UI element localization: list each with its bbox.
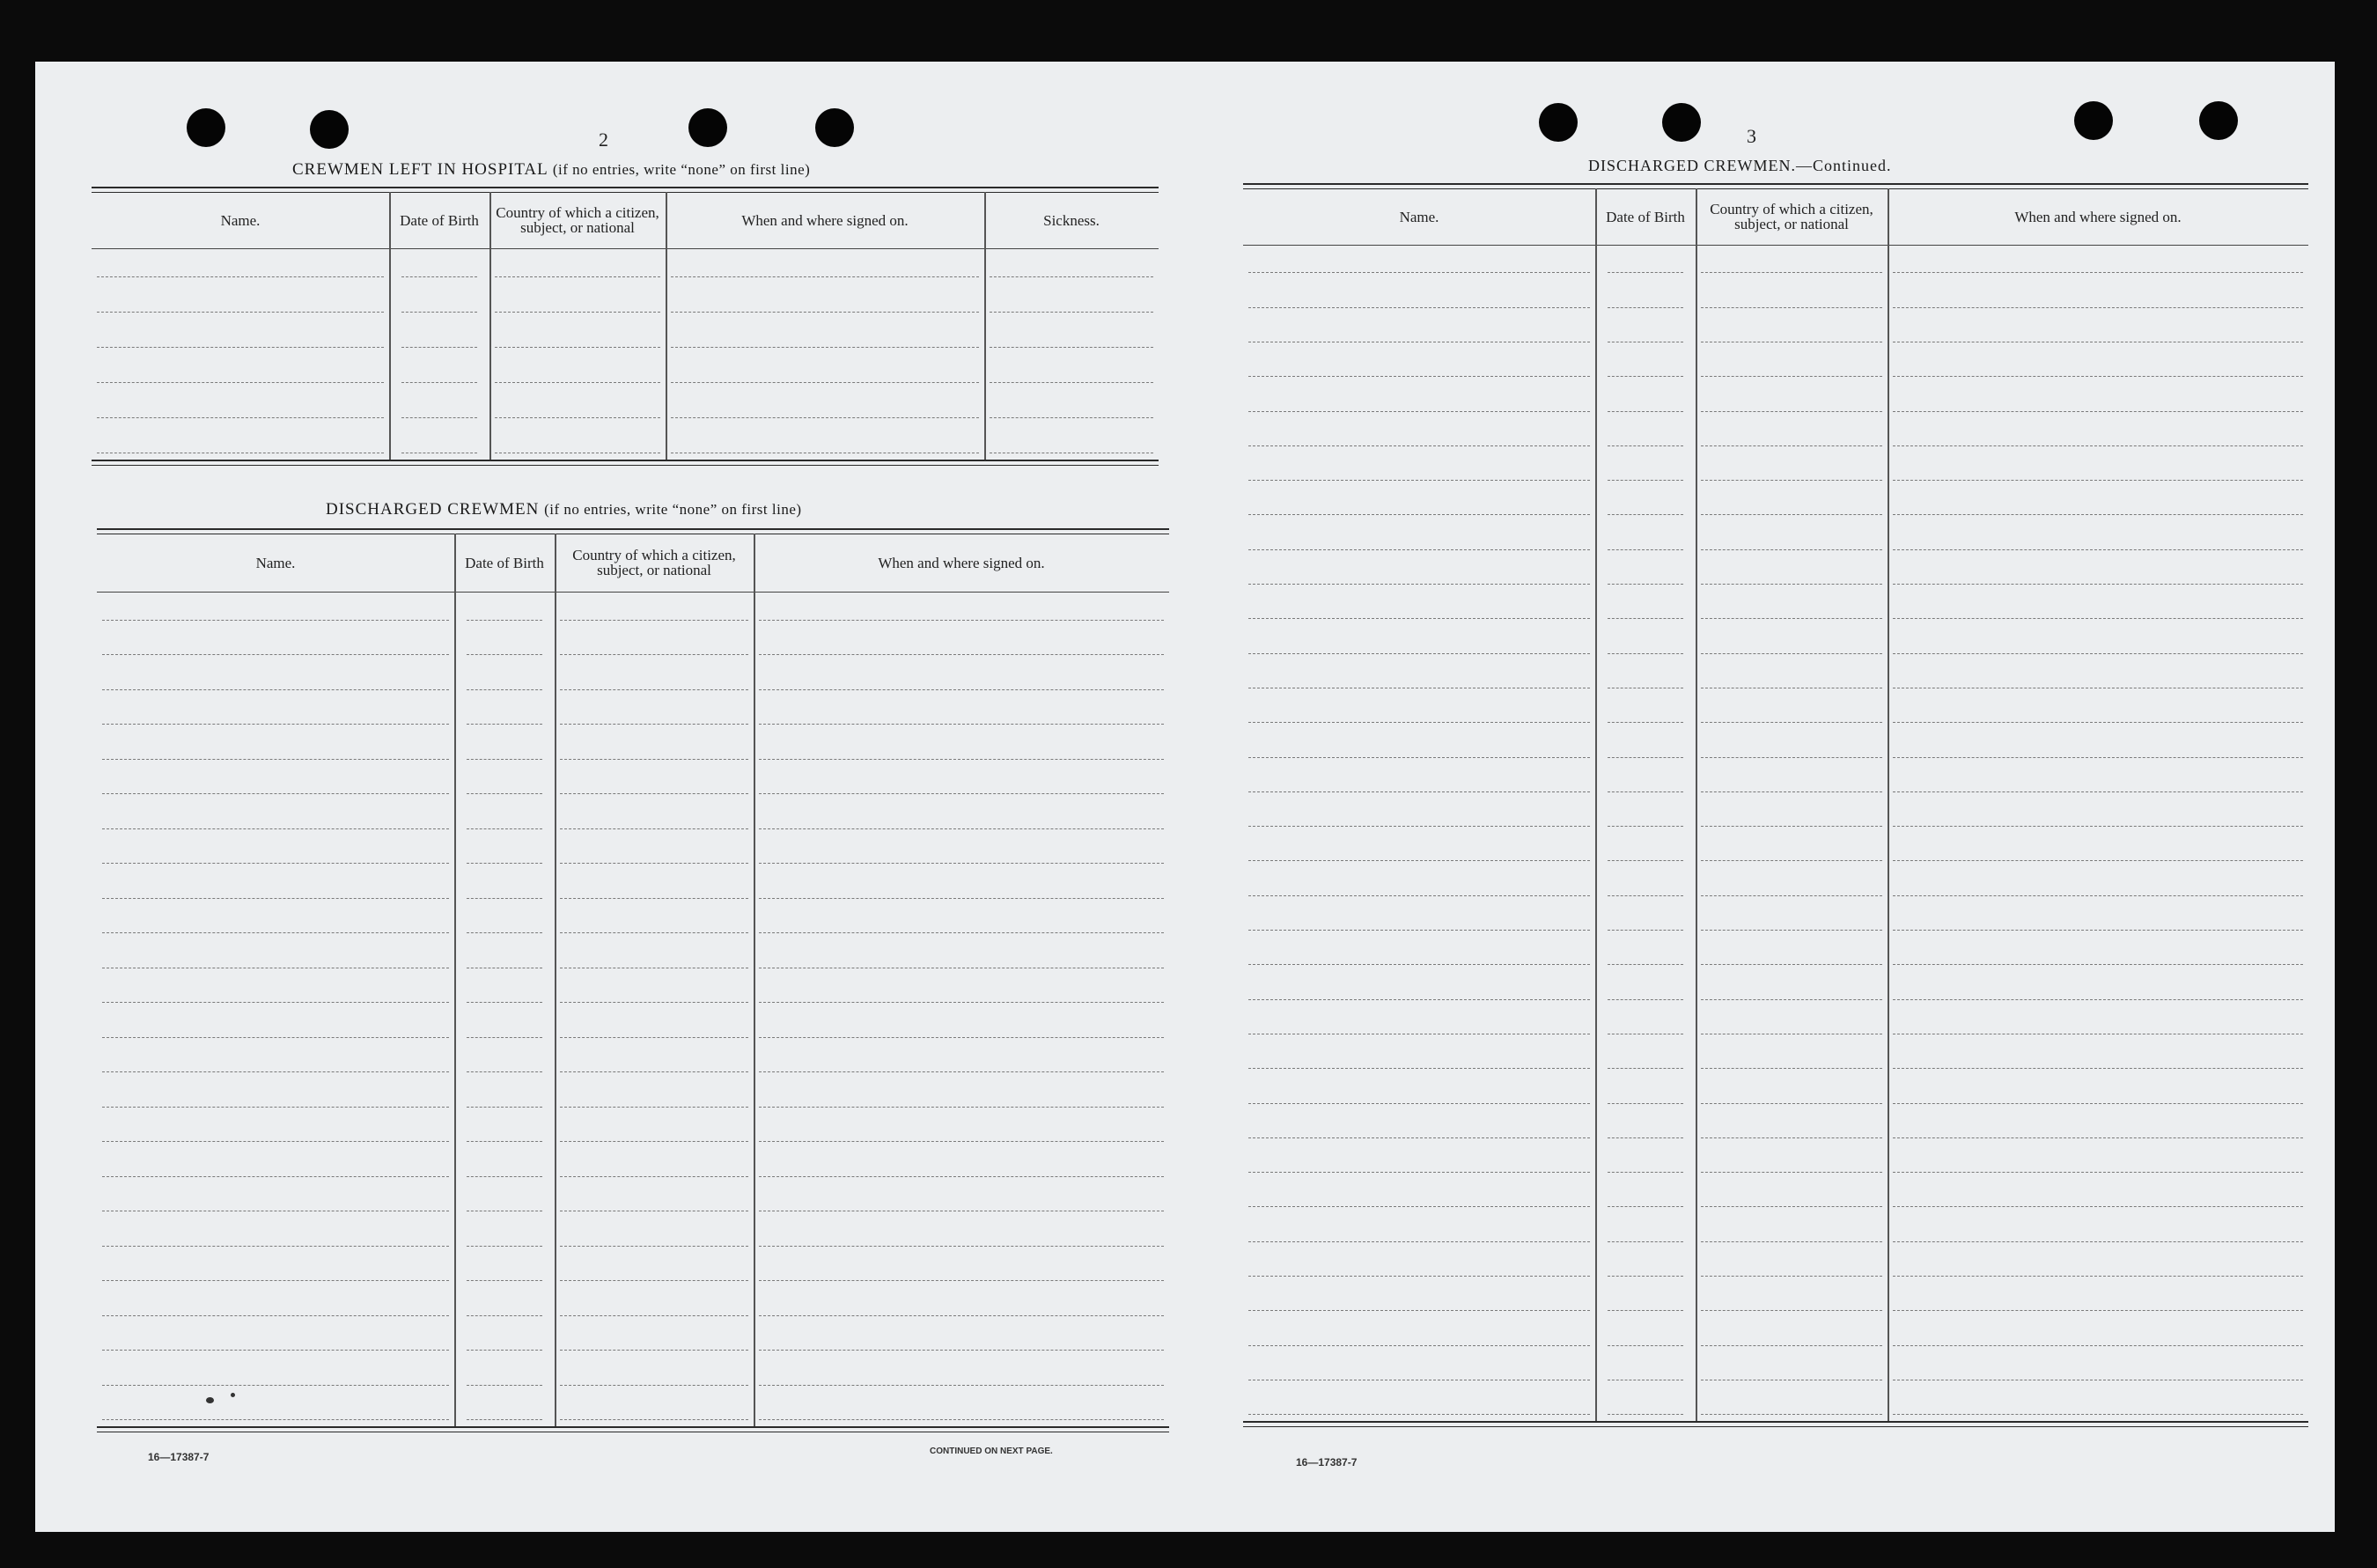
column-rule (984, 192, 986, 460)
entry-line[interactable] (1608, 1345, 1683, 1346)
entry-line[interactable] (1701, 584, 1882, 585)
punch-hole (815, 108, 854, 147)
entry-line[interactable] (102, 1071, 449, 1072)
entry-line[interactable] (1893, 480, 2303, 481)
entry-line[interactable] (1893, 1276, 2303, 1277)
hospital-table (92, 187, 1159, 465)
entry-line[interactable] (671, 382, 979, 383)
entry-line[interactable] (759, 1315, 1164, 1316)
entry-line[interactable] (990, 417, 1153, 418)
table-top-rule (1243, 183, 2308, 189)
entry-line[interactable] (560, 1002, 748, 1003)
entry-line[interactable] (1608, 1137, 1683, 1138)
entry-line[interactable] (1893, 1068, 2303, 1069)
entry-line[interactable] (1893, 791, 2303, 792)
entry-line[interactable] (671, 347, 979, 348)
column-header: Date of Birth (1606, 208, 1685, 225)
entry-line[interactable] (1701, 895, 1882, 896)
entry-line[interactable] (1248, 1068, 1590, 1069)
entry-line[interactable] (560, 1176, 748, 1177)
entry-line[interactable] (759, 620, 1164, 621)
entry-line[interactable] (560, 759, 748, 760)
entry-line[interactable] (1893, 272, 2303, 273)
entry-line[interactable] (1701, 1241, 1882, 1242)
entry-line[interactable] (467, 1071, 542, 1072)
entry-line[interactable] (560, 724, 748, 725)
entry-line[interactable] (1608, 376, 1683, 377)
entry-line[interactable] (1608, 653, 1683, 654)
entry-line[interactable] (1608, 1068, 1683, 1069)
entry-line[interactable] (1701, 549, 1882, 550)
entry-line[interactable] (1608, 1103, 1683, 1104)
entry-line[interactable] (1701, 1103, 1882, 1104)
punch-hole (187, 108, 225, 147)
entry-line[interactable] (102, 1037, 449, 1038)
entry-line[interactable] (1608, 757, 1683, 758)
entry-line[interactable] (1893, 895, 2303, 896)
entry-line[interactable] (401, 276, 477, 277)
discharged-continued-table (1243, 183, 2308, 1426)
entry-line[interactable] (1701, 514, 1882, 515)
entry-line[interactable] (401, 312, 477, 313)
entry-line[interactable] (759, 1350, 1164, 1351)
entry-line[interactable] (495, 312, 660, 313)
entry-line[interactable] (97, 347, 384, 348)
entry-line[interactable] (102, 1107, 449, 1108)
entry-line[interactable] (671, 417, 979, 418)
entry-line[interactable] (1248, 445, 1590, 446)
entry-line[interactable] (102, 1385, 449, 1386)
column-header: Country of which a citizen, subject, or national (572, 547, 736, 578)
continued-note: CONTINUED ON NEXT PAGE. (930, 1447, 1053, 1456)
entry-line[interactable] (1893, 653, 2303, 654)
column-header: Name. (220, 211, 261, 229)
entry-line[interactable] (1248, 1414, 1590, 1415)
entry-line[interactable] (102, 759, 449, 760)
entry-line[interactable] (759, 1071, 1164, 1072)
entry-line[interactable] (102, 620, 449, 621)
entry-line[interactable] (1248, 1103, 1590, 1104)
entry-line[interactable] (1893, 1310, 2303, 1311)
entry-line[interactable] (1608, 930, 1683, 931)
entry-line[interactable] (560, 1315, 748, 1316)
entry-line[interactable] (495, 417, 660, 418)
entry-line[interactable] (1701, 1137, 1882, 1138)
entry-line[interactable] (1701, 445, 1882, 446)
column-header: When and where signed on. (741, 211, 909, 229)
entry-line[interactable] (1701, 480, 1882, 481)
entry-line[interactable] (467, 620, 542, 621)
entry-line[interactable] (560, 1141, 748, 1142)
entry-line[interactable] (1701, 791, 1882, 792)
entry-line[interactable] (1893, 860, 2303, 861)
entry-line[interactable] (990, 382, 1153, 383)
entry-line[interactable] (1893, 999, 2303, 1000)
entry-line[interactable] (1701, 1310, 1882, 1311)
entry-line[interactable] (467, 654, 542, 655)
entry-line[interactable] (560, 898, 748, 899)
discharged-title: DISCHARGED CREWMEN (326, 500, 540, 519)
entry-line[interactable] (102, 724, 449, 725)
entry-line[interactable] (467, 863, 542, 864)
entry-line[interactable] (1248, 757, 1590, 758)
column-rule (489, 192, 491, 460)
entry-line[interactable] (102, 654, 449, 655)
entry-line[interactable] (1701, 307, 1882, 308)
entry-line[interactable] (560, 1246, 748, 1247)
entry-line[interactable] (759, 828, 1164, 829)
entry-line[interactable] (1608, 272, 1683, 273)
column-header: Country of which a citizen, subject, or national (496, 204, 659, 236)
form-sheet (35, 62, 2335, 1532)
entry-line[interactable] (1893, 1103, 2303, 1104)
entry-line[interactable] (1701, 860, 1882, 861)
punch-hole (2199, 101, 2238, 140)
entry-line[interactable] (560, 1280, 748, 1281)
entry-line[interactable] (1701, 930, 1882, 931)
entry-line[interactable] (1608, 445, 1683, 446)
entry-line[interactable] (759, 1037, 1164, 1038)
entry-line[interactable] (1248, 411, 1590, 412)
entry-line[interactable] (1893, 964, 2303, 965)
entry-line[interactable] (759, 932, 1164, 933)
entry-line[interactable] (401, 382, 477, 383)
entry-line[interactable] (495, 276, 660, 277)
entry-line[interactable] (1248, 930, 1590, 931)
entry-line[interactable] (1608, 307, 1683, 308)
entry-line[interactable] (560, 1350, 748, 1351)
entry-line[interactable] (467, 724, 542, 725)
entry-line[interactable] (1248, 1241, 1590, 1242)
entry-line[interactable] (1248, 1137, 1590, 1138)
header-rule (1243, 245, 2308, 246)
column-header: Name. (255, 554, 296, 571)
entry-line[interactable] (759, 759, 1164, 760)
entry-line[interactable] (1701, 272, 1882, 273)
entry-line[interactable] (990, 312, 1153, 313)
entry-line[interactable] (102, 1176, 449, 1177)
entry-line[interactable] (759, 1246, 1164, 1247)
entry-line[interactable] (467, 1141, 542, 1142)
entry-line[interactable] (1701, 1206, 1882, 1207)
entry-line[interactable] (1608, 999, 1683, 1000)
entry-line[interactable] (467, 898, 542, 899)
column-header: Date of Birth (400, 211, 479, 229)
entry-line[interactable] (1248, 722, 1590, 723)
page-number-left: 2 (599, 129, 608, 151)
entry-line[interactable] (759, 1385, 1164, 1386)
entry-line[interactable] (1893, 376, 2303, 377)
hospital-title: CREWMEN LEFT IN HOSPITAL (292, 160, 548, 179)
punch-hole (688, 108, 727, 147)
entry-line[interactable] (759, 1280, 1164, 1281)
entry-line[interactable] (1248, 791, 1590, 792)
entry-line[interactable] (401, 347, 477, 348)
entry-line[interactable] (1248, 1276, 1590, 1277)
entry-line[interactable] (1608, 618, 1683, 619)
entry-line[interactable] (467, 1385, 542, 1386)
entry-line[interactable] (1893, 618, 2303, 619)
entry-line[interactable] (759, 863, 1164, 864)
entry-line[interactable] (560, 1385, 748, 1386)
entry-line[interactable] (1248, 860, 1590, 861)
entry-line[interactable] (102, 1419, 449, 1420)
entry-line[interactable] (97, 276, 384, 277)
column-header: When and where signed on. (2014, 208, 2182, 225)
column-rule (389, 192, 391, 460)
entry-line[interactable] (1608, 1414, 1683, 1415)
table-bottom-rule (92, 460, 1159, 466)
entry-line[interactable] (1608, 1206, 1683, 1207)
entry-line[interactable] (1608, 964, 1683, 965)
entry-line[interactable] (1248, 584, 1590, 585)
column-rule (1595, 188, 1597, 1421)
entry-line[interactable] (560, 863, 748, 864)
entry-line[interactable] (1248, 1310, 1590, 1311)
entry-line[interactable] (1248, 480, 1590, 481)
form-number-right: 16—17387-7 (1296, 1456, 1358, 1469)
entry-line[interactable] (759, 724, 1164, 725)
entry-line[interactable] (1248, 618, 1590, 619)
entry-line[interactable] (1893, 1241, 2303, 1242)
entry-line[interactable] (467, 1419, 542, 1420)
entry-line[interactable] (759, 1176, 1164, 1177)
entry-line[interactable] (1608, 860, 1683, 861)
entry-line[interactable] (467, 1350, 542, 1351)
entry-line[interactable] (102, 1280, 449, 1281)
entry-line[interactable] (560, 1107, 748, 1108)
entry-line[interactable] (1893, 411, 2303, 412)
entry-line[interactable] (759, 1107, 1164, 1108)
entry-line[interactable] (97, 382, 384, 383)
entry-line[interactable] (1608, 1276, 1683, 1277)
entry-line[interactable] (1893, 722, 2303, 723)
entry-line[interactable] (1608, 895, 1683, 896)
entry-line[interactable] (1701, 757, 1882, 758)
page-number-right: 3 (1747, 125, 1756, 147)
entry-line[interactable] (1248, 514, 1590, 515)
table-top-rule (92, 187, 1159, 193)
entry-line[interactable] (467, 759, 542, 760)
entry-line[interactable] (102, 932, 449, 933)
entry-line[interactable] (467, 1002, 542, 1003)
entry-line[interactable] (990, 276, 1153, 277)
entry-line[interactable] (467, 793, 542, 794)
entry-line[interactable] (1608, 584, 1683, 585)
entry-line[interactable] (560, 1071, 748, 1072)
column-rule (454, 534, 456, 1426)
discharged-continued-title: DISCHARGED CREWMEN.—Continued. (1588, 157, 1892, 174)
column-header: Sickness. (1043, 211, 1100, 229)
entry-line[interactable] (560, 654, 748, 655)
entry-line[interactable] (560, 1419, 748, 1420)
entry-line[interactable] (560, 1037, 748, 1038)
entry-line[interactable] (102, 793, 449, 794)
entry-line[interactable] (759, 1419, 1164, 1420)
entry-line[interactable] (1701, 826, 1882, 827)
entry-line[interactable] (1248, 307, 1590, 308)
entry-line[interactable] (759, 1002, 1164, 1003)
column-rule (1696, 188, 1697, 1421)
header-rule (92, 248, 1159, 249)
entry-line[interactable] (467, 1315, 542, 1316)
entry-line[interactable] (1701, 722, 1882, 723)
table-bottom-rule (97, 1426, 1169, 1432)
entry-line[interactable] (1248, 1206, 1590, 1207)
entry-line[interactable] (1893, 584, 2303, 585)
entry-line[interactable] (560, 689, 748, 690)
column-header: When and where signed on. (878, 554, 1045, 571)
entry-line[interactable] (1893, 757, 2303, 758)
entry-line[interactable] (1893, 1137, 2303, 1138)
entry-line[interactable] (102, 863, 449, 864)
entry-line[interactable] (1248, 376, 1590, 377)
entry-line[interactable] (560, 620, 748, 621)
entry-line[interactable] (467, 689, 542, 690)
entry-line[interactable] (102, 689, 449, 690)
entry-line[interactable] (1893, 1414, 2303, 1415)
entry-line[interactable] (671, 276, 979, 277)
entry-line[interactable] (467, 828, 542, 829)
entry-line[interactable] (102, 1141, 449, 1142)
ink-smudge (231, 1393, 235, 1397)
header-rule (97, 592, 1169, 593)
column-header: Country of which a citizen, subject, or national (1710, 201, 1873, 232)
entry-line[interactable] (102, 1315, 449, 1316)
column-header: Name. (1399, 208, 1439, 225)
entry-line[interactable] (467, 1037, 542, 1038)
punch-hole (1662, 103, 1701, 142)
ink-smudge (206, 1397, 214, 1403)
entry-line[interactable] (1701, 618, 1882, 619)
entry-line[interactable] (759, 898, 1164, 899)
entry-line[interactable] (1608, 480, 1683, 481)
entry-line[interactable] (1701, 999, 1882, 1000)
entry-line[interactable] (467, 1107, 542, 1108)
entry-line[interactable] (102, 828, 449, 829)
entry-line[interactable] (467, 1280, 542, 1281)
discharged-note: (if no entries, write “none” on first line) (544, 501, 802, 518)
hospital-note: (if no entries, write “none” on first line) (552, 161, 811, 178)
entry-line[interactable] (759, 689, 1164, 690)
entry-line[interactable] (1608, 549, 1683, 550)
entry-line[interactable] (1248, 999, 1590, 1000)
entry-line[interactable] (1608, 826, 1683, 827)
entry-line[interactable] (1701, 1414, 1882, 1415)
entry-line[interactable] (1608, 514, 1683, 515)
discharged-table (97, 528, 1169, 1432)
entry-line[interactable] (467, 1246, 542, 1247)
entry-line[interactable] (1893, 445, 2303, 446)
entry-line[interactable] (1248, 895, 1590, 896)
entry-line[interactable] (1893, 1206, 2303, 1207)
entry-line[interactable] (759, 793, 1164, 794)
entry-line[interactable] (1893, 1172, 2303, 1173)
entry-line[interactable] (1248, 964, 1590, 965)
entry-line[interactable] (560, 932, 748, 933)
entry-line[interactable] (560, 828, 748, 829)
entry-line[interactable] (1893, 826, 2303, 827)
column-rule (555, 534, 556, 1426)
entry-line[interactable] (990, 347, 1153, 348)
entry-line[interactable] (467, 932, 542, 933)
entry-line[interactable] (1248, 1345, 1590, 1346)
entry-line[interactable] (1248, 1172, 1590, 1173)
entry-line[interactable] (97, 417, 384, 418)
entry-line[interactable] (102, 1246, 449, 1247)
entry-line[interactable] (1893, 307, 2303, 308)
entry-line[interactable] (671, 312, 979, 313)
entry-line[interactable] (1701, 1068, 1882, 1069)
entry-line[interactable] (1701, 411, 1882, 412)
entry-line[interactable] (1893, 930, 2303, 931)
entry-line[interactable] (495, 382, 660, 383)
entry-line[interactable] (1701, 653, 1882, 654)
entry-line[interactable] (1248, 272, 1590, 273)
entry-line[interactable] (102, 1002, 449, 1003)
entry-line[interactable] (1893, 1345, 2303, 1346)
entry-line[interactable] (1608, 791, 1683, 792)
entry-line[interactable] (1893, 514, 2303, 515)
entry-line[interactable] (467, 1176, 542, 1177)
entry-line[interactable] (1701, 376, 1882, 377)
form-number-left: 16—17387-7 (148, 1451, 210, 1463)
entry-line[interactable] (1248, 653, 1590, 654)
entry-line[interactable] (1701, 1276, 1882, 1277)
entry-line[interactable] (1608, 1241, 1683, 1242)
entry-line[interactable] (102, 1350, 449, 1351)
entry-line[interactable] (1701, 964, 1882, 965)
column-rule (666, 192, 667, 460)
column-rule (1888, 188, 1889, 1421)
punch-hole (310, 110, 349, 149)
hospital-section-title (292, 160, 810, 180)
column-header: Date of Birth (465, 554, 544, 571)
entry-line[interactable] (1608, 722, 1683, 723)
column-rule (754, 534, 755, 1426)
entry-line[interactable] (759, 1141, 1164, 1142)
entry-line[interactable] (1248, 549, 1590, 550)
entry-line[interactable] (1608, 1172, 1683, 1173)
entry-line[interactable] (759, 654, 1164, 655)
entry-line[interactable] (1248, 826, 1590, 827)
entry-line[interactable] (1701, 1345, 1882, 1346)
entry-line[interactable] (1893, 549, 2303, 550)
discharged-section-title (326, 500, 802, 519)
table-top-rule (97, 528, 1169, 534)
entry-line[interactable] (1608, 411, 1683, 412)
entry-line[interactable] (1608, 1310, 1683, 1311)
entry-line[interactable] (401, 417, 477, 418)
entry-line[interactable] (495, 347, 660, 348)
entry-line[interactable] (1701, 1172, 1882, 1173)
entry-line[interactable] (97, 312, 384, 313)
table-bottom-rule (1243, 1421, 2308, 1427)
punch-hole (1539, 103, 1578, 142)
entry-line[interactable] (102, 898, 449, 899)
punch-hole (2074, 101, 2113, 140)
entry-line[interactable] (560, 793, 748, 794)
